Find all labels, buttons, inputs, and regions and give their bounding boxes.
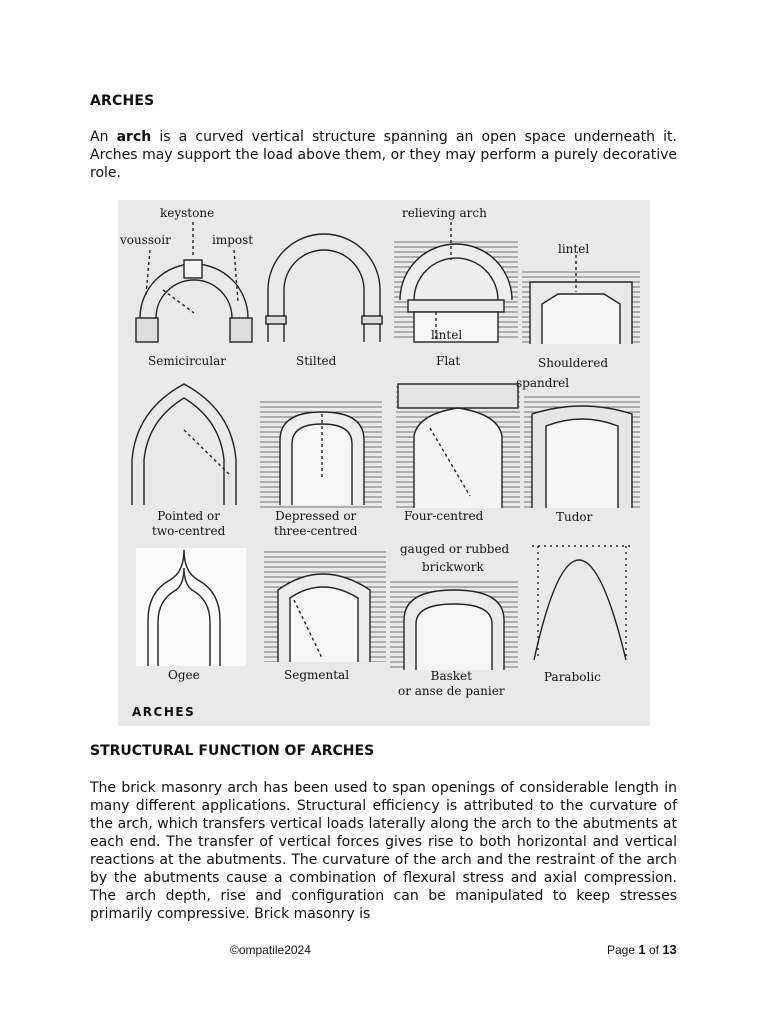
type-pointed <box>152 509 225 539</box>
label-keystone: keystone <box>160 206 215 220</box>
label-spandrel: spandrel <box>516 376 570 390</box>
section-paragraph: The brick masonry arch has been used to span openings of considerable length in many different applications. Structural efficiency is attributed to the curvature of the arch, which transfers vertical loads laterally along the arch to the abutments at each end. The transfer of vertical forces gives rise to both horizontal and vertical reactions at the abutments. The curvature of the arch and the restraint of the arch by the abutments cause a combination of flexural stress and axial compression. The arch depth, rise and configuration can be manipulated to keep stresses primarily compressive. Brick masonry is <box>90 780 677 922</box>
arches-figure <box>118 200 650 726</box>
label-impost: impost <box>212 233 254 247</box>
type-pointed-line1: Pointed or <box>157 509 221 523</box>
label-voussoir: voussoir <box>120 233 171 247</box>
type-depressed <box>274 509 357 539</box>
depressed-arch <box>260 400 382 508</box>
label-relieving-arch: relieving arch <box>402 206 487 220</box>
basket-arch <box>390 578 518 670</box>
type-segmental: Segmental <box>284 668 350 682</box>
of-word: of <box>648 943 659 957</box>
segmental-arch <box>264 550 386 662</box>
label-gauged: gauged or rubbed <box>400 542 510 556</box>
type-parabolic: Parabolic <box>544 670 601 684</box>
page-heading: ARCHES <box>90 93 155 109</box>
type-tudor: Tudor <box>556 510 593 524</box>
intro-text-after: is a curved vertical structure spanning an open space underneath it. Arches may support the load above them, or they may perform a purely decorative role. <box>90 129 677 181</box>
figure-caption: ARCHES <box>132 705 196 719</box>
label-brickwork: brickwork <box>422 560 484 574</box>
page-current: 1 <box>638 942 646 957</box>
type-basket-line2: or anse de panier <box>398 684 505 698</box>
arches-drawing <box>118 200 650 726</box>
intro-paragraph <box>90 128 677 182</box>
type-ogee: Ogee <box>168 668 200 682</box>
intro-bold-term: arch <box>116 129 152 145</box>
page-word: Page <box>607 943 636 957</box>
four-centred-arch <box>396 384 520 508</box>
page-total: 13 <box>662 942 677 957</box>
type-basket <box>398 669 505 699</box>
type-four-centred: Four-centred <box>404 509 484 523</box>
parabolic-arch <box>532 546 632 660</box>
label-lintel-flat: lintel <box>431 328 463 342</box>
type-flat: Flat <box>436 354 461 368</box>
pointed-arch <box>132 384 236 505</box>
footer-page-number <box>607 942 677 957</box>
type-pointed-line2: two-centred <box>152 524 226 538</box>
section-heading: STRUCTURAL FUNCTION OF ARCHES <box>90 743 375 759</box>
label-lintel-top: lintel <box>558 242 590 256</box>
shouldered-arch <box>522 255 640 344</box>
ogee-arch <box>136 548 246 666</box>
stilted-arch <box>266 234 382 342</box>
tudor-arch <box>524 396 640 508</box>
flat-arch <box>394 222 518 342</box>
type-basket-line1: Basket <box>430 669 472 683</box>
type-semicircular: Semicircular <box>148 354 227 368</box>
type-depressed-line2: three-centred <box>274 524 358 538</box>
intro-text-before: An <box>90 129 117 145</box>
type-depressed-line1: Depressed or <box>275 509 357 523</box>
footer-copyright: ©ompatile2024 <box>230 943 311 957</box>
type-shouldered: Shouldered <box>538 356 609 370</box>
type-stilted: Stilted <box>296 354 337 368</box>
